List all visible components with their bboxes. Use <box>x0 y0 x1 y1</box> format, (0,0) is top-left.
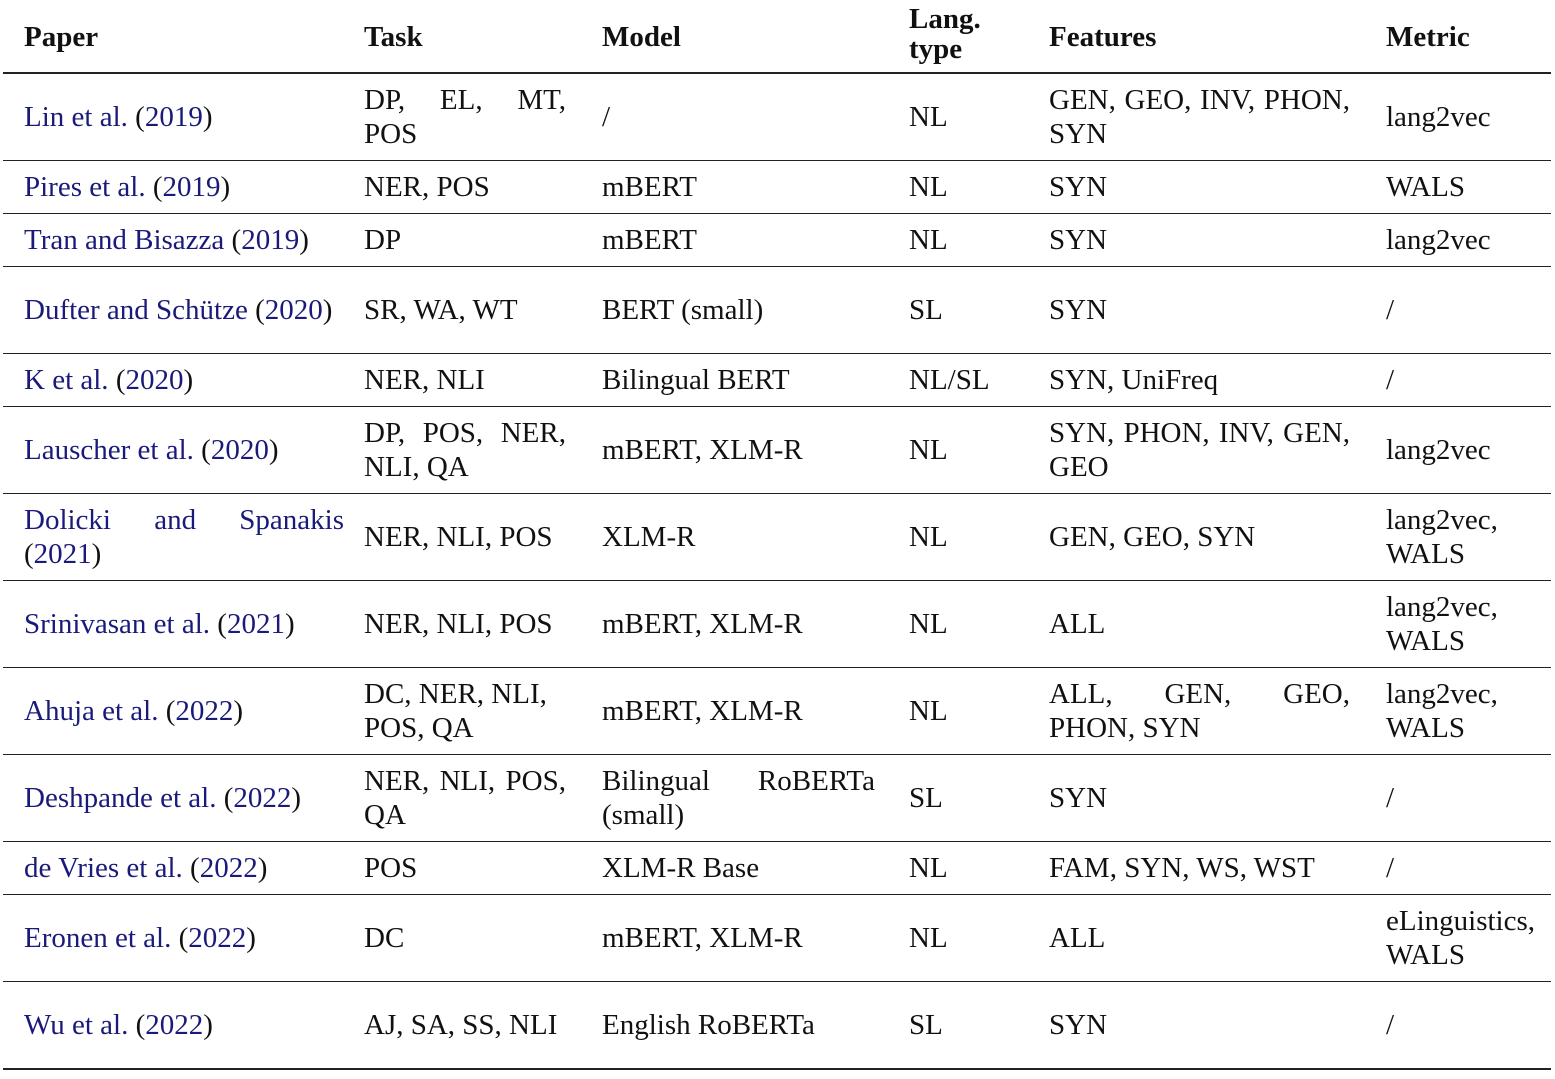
metric-cell: lang2vec, WALS <box>1366 668 1551 755</box>
paper-cell <box>3 581 344 668</box>
metric-cell: lang2vec <box>1366 73 1551 161</box>
features-cell: SYN <box>1029 982 1366 1070</box>
citation-link[interactable]: Dolicki and Spanakis (2021) <box>24 504 344 570</box>
lang-type-cell: SL <box>889 267 1029 354</box>
model-cell: mBERT <box>582 214 889 267</box>
metric-cell: / <box>1366 267 1551 354</box>
header-lang-type <box>889 0 1029 73</box>
lang-type-cell: NL <box>889 668 1029 755</box>
features-cell: GEN, GEO, SYN <box>1029 494 1366 581</box>
paper-cell <box>3 842 344 895</box>
features-cell: ALL <box>1029 581 1366 668</box>
table-row <box>3 407 1551 494</box>
header-paper: Paper <box>3 0 344 73</box>
table-row <box>3 214 1551 267</box>
features-cell: SYN <box>1029 214 1366 267</box>
table-row <box>3 895 1551 982</box>
task-cell: DC, NER, NLI, POS, QA <box>344 668 582 755</box>
model-cell: Bilingual BERT <box>582 354 889 407</box>
model-cell: XLM-R <box>582 494 889 581</box>
metric-cell: eLinguistics, WALS <box>1366 895 1551 982</box>
model-cell: XLM-R Base <box>582 842 889 895</box>
header-metric: Metric <box>1366 0 1551 73</box>
paper-cell <box>3 267 344 354</box>
lang-type-cell: NL <box>889 842 1029 895</box>
task-cell: SR, WA, WT <box>344 267 582 354</box>
paper-cell <box>3 407 344 494</box>
table-row <box>3 581 1551 668</box>
lang-type-cell: NL <box>889 73 1029 161</box>
table-row <box>3 668 1551 755</box>
citation-link[interactable]: K et al. (2020) <box>24 364 194 396</box>
table-row <box>3 161 1551 214</box>
task-cell: NER, POS <box>344 161 582 214</box>
task-cell: DC <box>344 895 582 982</box>
features-cell: SYN, PHON, INV, GEN, GEO <box>1029 407 1366 494</box>
metric-cell: / <box>1366 982 1551 1070</box>
citation-link[interactable]: Tran and Bisazza (2019) <box>24 224 309 256</box>
citation-link[interactable]: Wu et al. (2022) <box>24 1009 213 1041</box>
lang-type-cell: NL <box>889 895 1029 982</box>
table-row <box>3 267 1551 354</box>
citation-link[interactable]: Dufter and Schütze (2020) <box>24 294 333 326</box>
metric-cell: lang2vec, WALS <box>1366 581 1551 668</box>
metric-cell: / <box>1366 842 1551 895</box>
task-cell: DP <box>344 214 582 267</box>
header-features: Features <box>1029 0 1366 73</box>
features-cell: SYN, UniFreq <box>1029 354 1366 407</box>
citation-link[interactable]: Pires et al. (2019) <box>24 171 231 203</box>
citation-link[interactable]: de Vries et al. (2022) <box>24 852 268 884</box>
paper-cell <box>3 494 344 581</box>
citation-link[interactable]: Lauscher et al. (2020) <box>24 434 279 466</box>
paper-cell <box>3 982 344 1070</box>
paper-cell <box>3 354 344 407</box>
comparison-table-container <box>3 0 1551 1070</box>
paper-cell <box>3 161 344 214</box>
paper-cell <box>3 755 344 842</box>
model-cell: / <box>582 73 889 161</box>
task-cell: NER, NLI <box>344 354 582 407</box>
citation-link[interactable]: Srinivasan et al. (2021) <box>24 608 295 640</box>
paper-cell <box>3 895 344 982</box>
lang-type-cell: NL <box>889 214 1029 267</box>
metric-cell: lang2vec <box>1366 407 1551 494</box>
task-cell: POS <box>344 842 582 895</box>
model-cell: BERT (small) <box>582 267 889 354</box>
header-lang-line2: type <box>909 33 963 65</box>
features-cell: SYN <box>1029 267 1366 354</box>
lang-type-cell: SL <box>889 755 1029 842</box>
metric-cell: WALS <box>1366 161 1551 214</box>
metric-cell: / <box>1366 755 1551 842</box>
citation-link[interactable]: Ahuja et al. (2022) <box>24 695 244 727</box>
model-cell: Bilingual RoBERTa (small) <box>582 755 889 842</box>
model-cell: mBERT, XLM-R <box>582 895 889 982</box>
model-cell: mBERT, XLM-R <box>582 668 889 755</box>
model-cell: mBERT <box>582 161 889 214</box>
task-cell: DP, EL, MT, POS <box>344 73 582 161</box>
model-cell: mBERT, XLM-R <box>582 581 889 668</box>
table-row <box>3 494 1551 581</box>
table-row <box>3 354 1551 407</box>
lang-type-cell: NL/SL <box>889 354 1029 407</box>
table-row <box>3 982 1551 1070</box>
header-lang-line1: Lang. <box>909 3 981 35</box>
task-cell: NER, NLI, POS, QA <box>344 755 582 842</box>
header-task: Task <box>344 0 582 73</box>
table-row <box>3 842 1551 895</box>
features-cell: GEN, GEO, INV, PHON, SYN <box>1029 73 1366 161</box>
task-cell: NER, NLI, POS <box>344 494 582 581</box>
citation-link[interactable]: Deshpande et al. (2022) <box>24 782 302 814</box>
lang-type-cell: SL <box>889 982 1029 1070</box>
header-row <box>3 0 1551 73</box>
paper-cell <box>3 668 344 755</box>
features-cell: ALL <box>1029 895 1366 982</box>
header-model: Model <box>582 0 889 73</box>
citation-link[interactable]: Eronen et al. (2022) <box>24 922 256 954</box>
features-cell: ALL, GEN, GEO, PHON, SYN <box>1029 668 1366 755</box>
model-cell: mBERT, XLM-R <box>582 407 889 494</box>
features-cell: SYN <box>1029 161 1366 214</box>
lang-type-cell: NL <box>889 581 1029 668</box>
features-cell: SYN <box>1029 755 1366 842</box>
table-row <box>3 73 1551 161</box>
lang-type-cell: NL <box>889 407 1029 494</box>
citation-link[interactable]: Lin et al. (2019) <box>24 101 213 133</box>
model-cell: English RoBERTa <box>582 982 889 1070</box>
task-cell: AJ, SA, SS, NLI <box>344 982 582 1070</box>
paper-cell <box>3 73 344 161</box>
metric-cell: lang2vec, WALS <box>1366 494 1551 581</box>
task-cell: DP, POS, NER, NLI, QA <box>344 407 582 494</box>
metric-cell: lang2vec <box>1366 214 1551 267</box>
table-row <box>3 755 1551 842</box>
lang-type-cell: NL <box>889 161 1029 214</box>
comparison-table <box>3 0 1551 1070</box>
lang-type-cell: NL <box>889 494 1029 581</box>
paper-cell <box>3 214 344 267</box>
features-cell: FAM, SYN, WS, WST <box>1029 842 1366 895</box>
task-cell: NER, NLI, POS <box>344 581 582 668</box>
metric-cell: / <box>1366 354 1551 407</box>
